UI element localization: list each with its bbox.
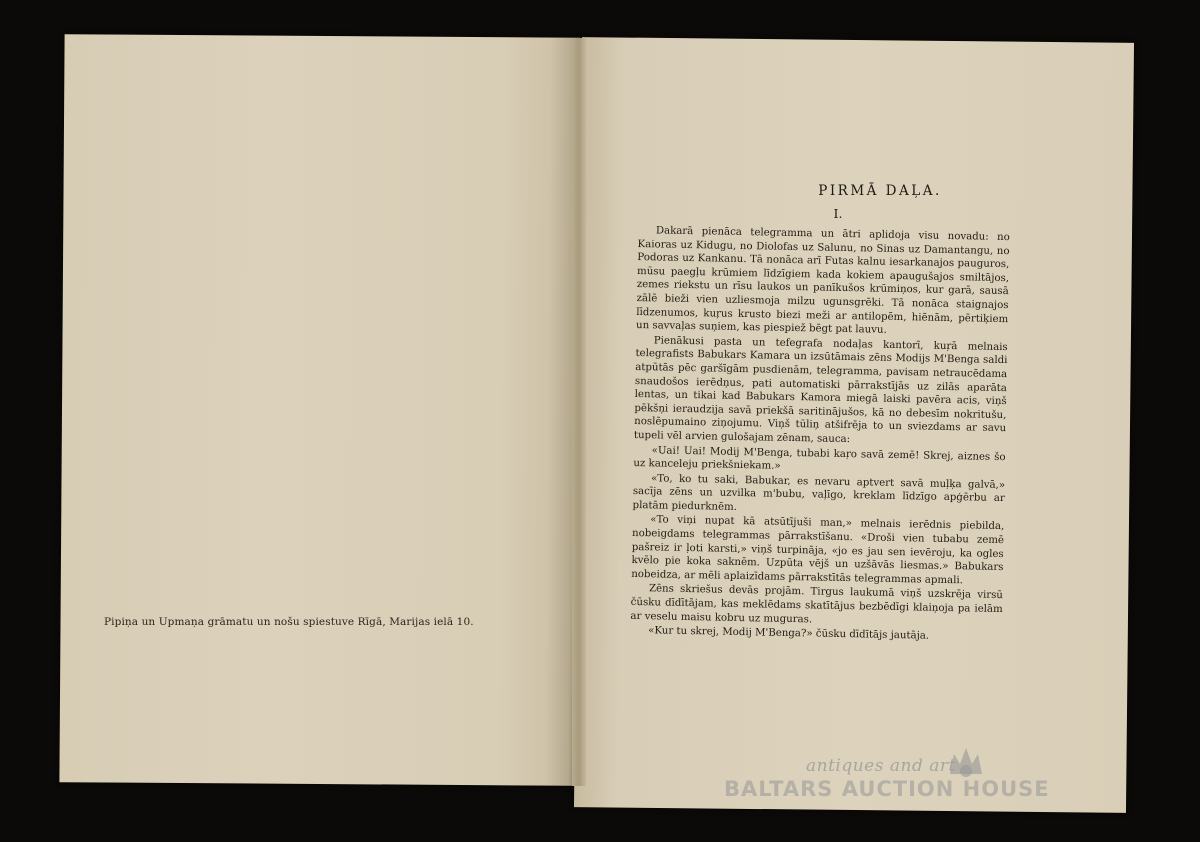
paragraph: «Uai! Uai! Modij M'Benga, tubabi kaŗo savā zemē! Skrej, aiznes šo uz kanceleju priekšniekam.» <box>633 444 1006 472</box>
auction-house-watermark <box>724 744 1104 814</box>
paragraph: «To viņi nupat kā atsūtījuši man,» melnais ierēdnis piebilda, nobeigdams telegrammas pārrakstīšanu. «Droši vien tubabu zemē pašreiz ir ļoti karsti,» viņš turpināja, «jo es jau sen ievēroju, ka ogles kvēlo pie koka saknēm. Uzpūta vējš un uzšāvās liesmas.» Babukars nobeidza, ar mēli aplaizīdams pārrakstītās telegrammas apmali. <box>631 514 1005 587</box>
paragraph: Zēns skriešus devās projām. Tirgus laukumā viņš uzskrēja virsū čūsku dīdītājam, kas meklēdams skatītājus bezbēdīgi klaiņoja pa ielām ar veselu maisu kobru uz muguras. <box>630 583 1004 626</box>
paragraph: «Kur tu skrej, Modij M'Benga?» čūsku dīdītājs jautāja. <box>648 625 930 642</box>
body-text <box>630 224 1010 646</box>
printer-colophon: Pipiņa un Upmaņa grāmatu un nošu spiestuve Rīgā, Marijas ielā 10. <box>104 616 474 628</box>
book-gutter <box>572 38 586 786</box>
left-page <box>59 34 580 786</box>
watermark-tagline: antiques and art <box>806 756 956 776</box>
paragraph: Pienākusi pasta un tefegrafa nodaļas kantorī, kuŗā melnais telegrafists Babukars Kamara un izsūtāmais zēns Modijs M'Benga saldi atpūtās pēc garšīgām pusdienām, telegramma, pavisam netraucēdama snaudošos ierēdņus, pati automatiski pārrakstījās uz zilās aparāta lentas, un tikai kad Babukars Kamora miegā laiski pavēra acis, viņš pēkšņi ieraudzija savā priekšā saritinājušos, kā no debesīm nokritušu, noslēpumaino ziņojumu. Viņš tūliņ atšifrēja to un sviezdams ar savu tupeli vēl arvien gulošajam zēnam, sauca: <box>633 335 1008 446</box>
watermark-name: BALTARS AUCTION HOUSE <box>724 777 1050 801</box>
paragraph: «To, ko tu saki, Babukar, es nevaru aptvert savā muļķa galvā,» sacīja zēns un uzvilka m'bubu, vaļīgo, kreklam līdzīgo apģērbu ar platām piedurknēm. <box>632 472 1006 513</box>
paragraph: Dakarā pienāca telegramma un ātri aplidoja visu novadu: no Kaioras uz Kidugu, no Diolofas uz Salunu, no Sinas uz Damantangu, no Podoras uz Kankanu. Tā nonāca arī Futas kalnu iesarkanajos pauguros, mūsu paegļu krūmiem līdzīgiem kada kokiem apaugušajos smiltājos, zemes riekstu un rīsu laukos un panīkušos krūmiņos, kur garā, sausā zālē bieži vien uzliesmoja milzu ugunsgrēki. Tā nonāca staignajos līdzenumos, kuŗus krusto biezi meži ar antilopēm, hiēnām, pērtiķiem un savvaļas suņiem, kas piespiež bēgt pat lauvu. <box>635 225 1010 336</box>
chapter-number: I. <box>833 206 843 221</box>
part-heading: PIRMĀ DAĻA. <box>818 183 942 199</box>
